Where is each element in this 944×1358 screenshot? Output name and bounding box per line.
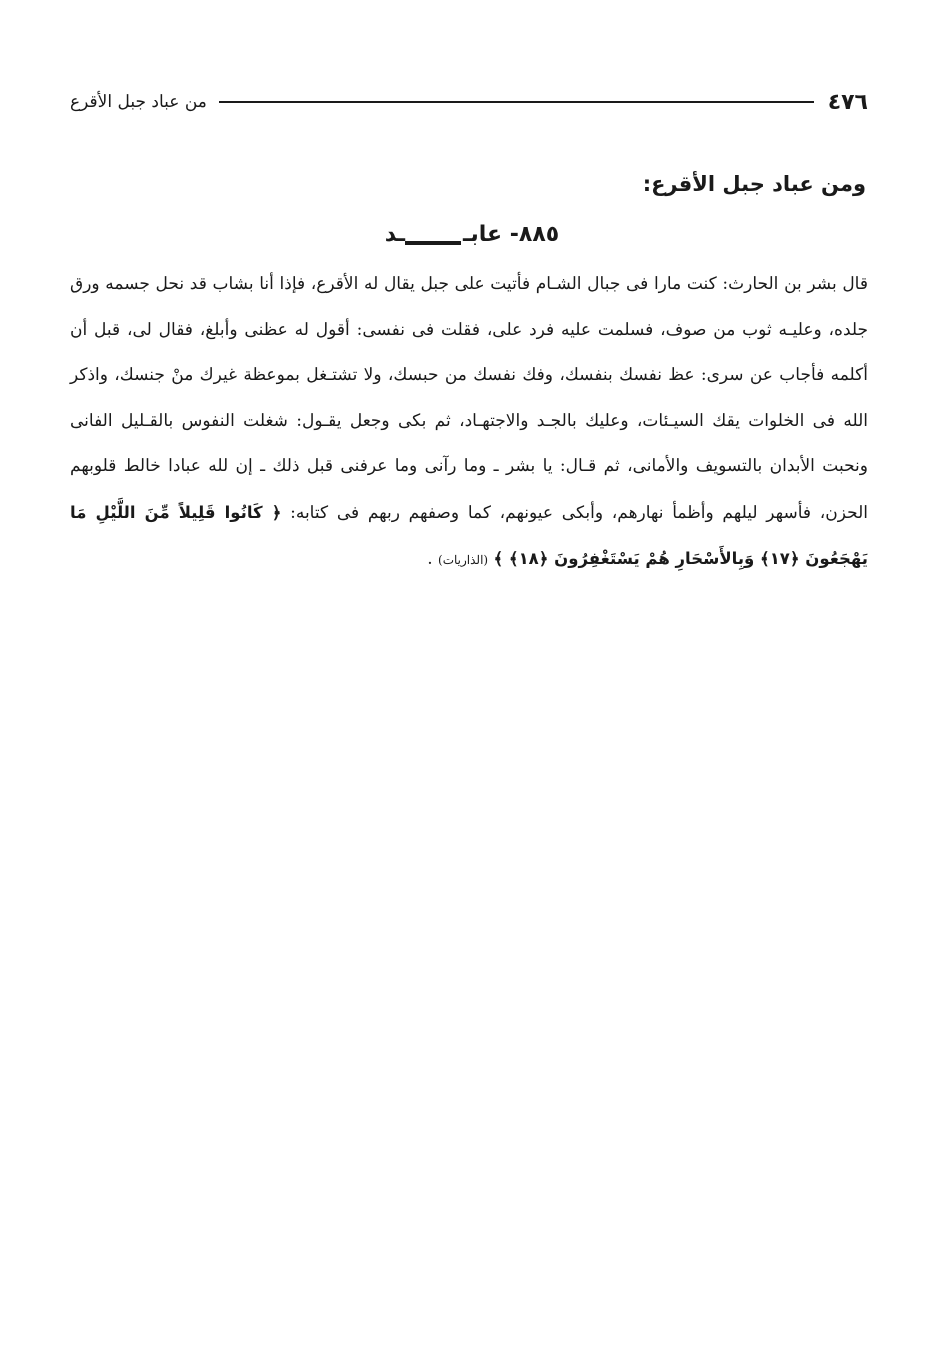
entry-number: ٨٨٥- bbox=[509, 222, 560, 247]
body-text bbox=[70, 262, 868, 584]
entry-title-underline bbox=[405, 241, 461, 245]
body-paragraph bbox=[70, 262, 868, 584]
header-rule bbox=[219, 101, 814, 103]
entry-title-text: عابـ bbox=[463, 222, 503, 247]
entry-title-tail: ـد bbox=[384, 222, 406, 247]
body-paragraph-text: قال بشر بن الحارث: كنت مارا فى جبال الشـام فأتيت على جبل يقال له الأقرع، فإذا أنا بشاب قد نحل جسمه ورق جلده، وعليـه ثوب من صوف، فسلمت عليه فرد على، فقلت فى نفسى: أقول له عظنى وأبلغ، فقال لى، قبل أن أكلمه فأجاب عن سرى: عظ نفسك بنفسك، وفك نفسك من حبسك، ولا تشتـغل بموعظة غيرك منْ جنسك، واذكر الله فى الخلوات يقك السيـئات، وعليك بالجـد والاجتهـاد، ثم بكى وجعل يقـول: شغلت النفوس بالقـليل الفانى ونحبت الأبدان بالتسويف والأمانى، ثم قـال: يا بشر ـ وما رآنى وما عرفنى قبل ذلك ـ إن لله عبادا خالط قلوبهم الحزن، فأسهر ليلهم وأظمأ نهارهم، وأبكى عيونهم، كما وصفهم ربهم فى كتابه: bbox=[70, 274, 868, 523]
quran-quote: ﴿ كَانُوا قَلِيلاً مِّنَ اللَّيْلِ مَا يَهْجَعُونَ ﴿١٧﴾ وَبِالأَسْحَارِ هُمْ يَسْتَغْفِرُونَ ﴿١٨﴾ ﴾ bbox=[70, 502, 868, 568]
entry-title bbox=[0, 222, 944, 247]
paragraph-end: . bbox=[427, 549, 439, 569]
section-heading: ومن عباد جبل الأقرع: bbox=[642, 172, 866, 196]
surah-reference: (الذاريات) bbox=[438, 553, 489, 567]
running-header bbox=[70, 84, 868, 120]
page-number: ٤٧٦ bbox=[827, 89, 868, 115]
running-title: من عباد جبل الأقرع bbox=[70, 92, 207, 112]
